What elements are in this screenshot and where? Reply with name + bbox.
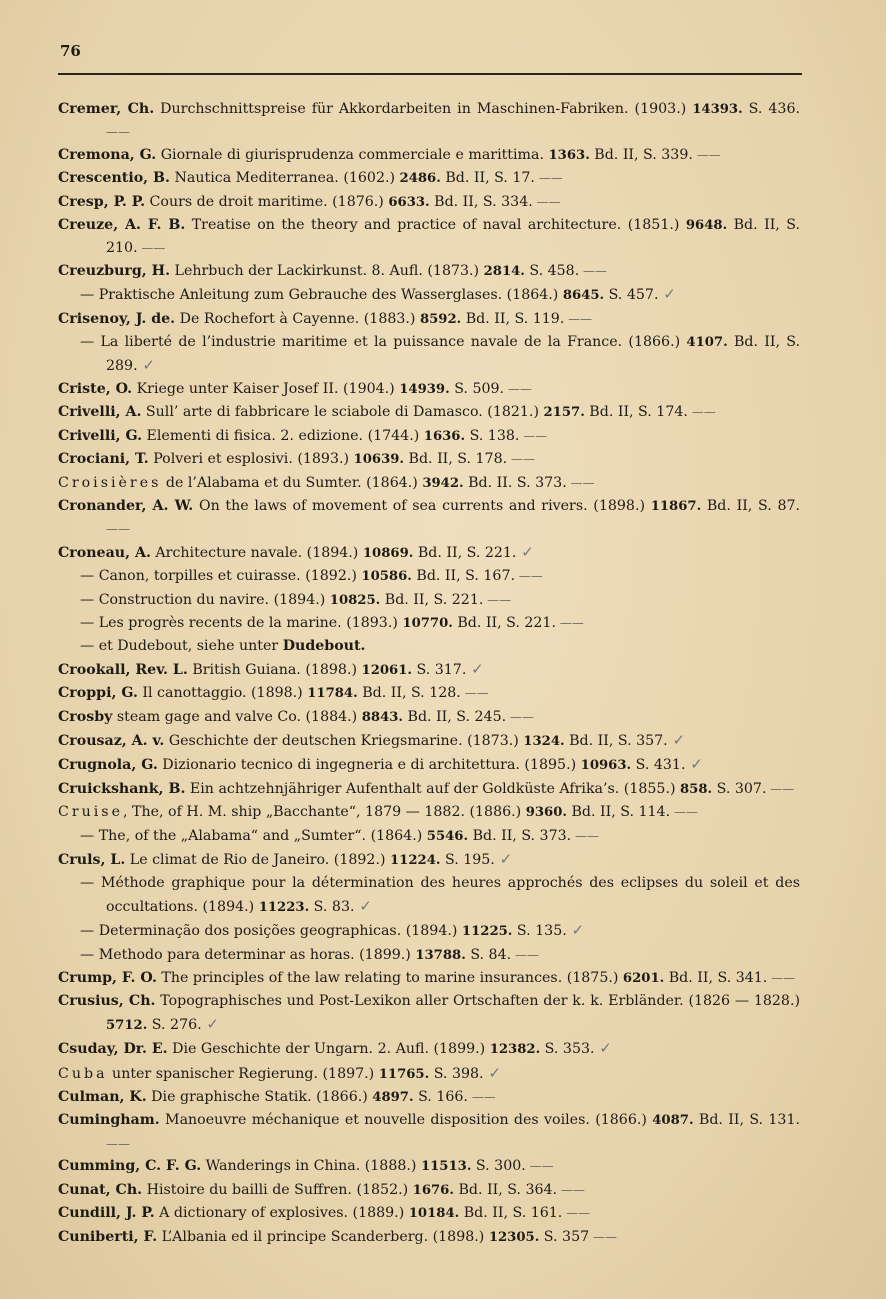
entry-title: Treatise on the theory and practice of naval architecture. (1851.) <box>185 217 686 234</box>
entry-location: S. 307. <box>712 780 767 797</box>
entry-author: Crugnola, G. <box>58 757 158 774</box>
entry-author: Cunat, Ch. <box>58 1181 143 1198</box>
entry-title: Nautica Mediterranea. (1602.) <box>169 170 400 187</box>
entry-number: 10825. <box>329 592 381 608</box>
check-mark-icon: ✓ <box>594 1039 612 1058</box>
entry-author: Crousaz, A. v. <box>58 732 165 749</box>
entry-location: Bd. II, S. 289. <box>106 334 800 375</box>
entry-number: 12382. <box>489 1042 541 1058</box>
entry-number: 6201. <box>622 971 665 987</box>
entry-number: 11513. <box>420 1159 472 1175</box>
dash-mark-icon: —— <box>506 709 534 724</box>
entry-author: Crisenoy, J. de. <box>58 310 176 327</box>
entry-location: Bd. II, S. 221. <box>380 591 484 608</box>
entry-location: S. 431. <box>631 757 686 774</box>
entry-title: Le climat de Rio de Janeiro. (1892.) <box>125 852 390 868</box>
catalog-subentry <box>58 589 800 612</box>
entry-number: 9360. <box>525 805 567 821</box>
check-mark-icon: ✓ <box>667 730 686 749</box>
entry-number: 1324. <box>523 733 565 749</box>
entry-title: — Canon, torpilles et cuirasse. (1892.) <box>80 568 362 585</box>
entry-location: Bd. II. S. 373. <box>463 474 567 491</box>
dash-mark-icon: —— <box>555 615 584 630</box>
entry-location: S. 357 <box>539 1228 590 1245</box>
entry-number: 11225. <box>461 924 513 940</box>
entry-title: L’Albania ed il principe Scanderberg. (1898.) <box>157 1228 489 1245</box>
entry-title: Sull’ arte di fabbricare le sciabole di Damasco. (1821.) <box>141 404 544 421</box>
entry-location: S. 195. <box>440 852 495 868</box>
entry-number: 4897. <box>372 1090 414 1106</box>
dash-mark-icon: —— <box>534 171 563 186</box>
entry-location: S. 509. <box>449 380 505 397</box>
entry-title: On the laws of movement of sea currents and rivers. (1898.) <box>193 497 651 514</box>
entry-title: — The, of the „Alabama“ and „Sumter“. (1864.) <box>80 827 427 844</box>
entry-number: 10963. <box>580 758 632 774</box>
catalog-entry <box>58 1226 800 1249</box>
catalog-entry <box>58 144 800 167</box>
dash-mark-icon: —— <box>562 1206 591 1221</box>
entry-location: Bd. II, S. 221. <box>413 544 517 561</box>
entry-location: S. 317. <box>412 661 467 678</box>
entry-location: Bd. II, S. 334. <box>429 193 533 210</box>
entry-location: Bd. II, S. 161. <box>459 1205 563 1222</box>
dash-mark-icon: —— <box>483 592 512 607</box>
catalog-entry <box>58 706 800 729</box>
entry-number: 12061. <box>361 662 412 678</box>
catalog-entry <box>58 425 800 448</box>
entry-author: Cremona, G. <box>58 146 157 163</box>
entry-title: — Praktische Anleitung zum Gebrauche des Wasserglases. (1864.) <box>80 287 563 304</box>
entry-title: — Méthode graphique pour la détermination des heures approchés des eclipses du soleil et des occultations. (1894.) <box>80 875 800 915</box>
entry-location: S. 138. <box>465 427 520 444</box>
entry-author: Cresp, P. P. <box>58 193 146 210</box>
entry-title-keyword: Cruise <box>58 804 123 821</box>
catalog-entry <box>58 98 800 144</box>
entry-location: Bd. II, S. 128. <box>357 685 461 702</box>
catalog-entry <box>58 308 800 331</box>
dash-mark-icon: —— <box>766 781 795 796</box>
entry-author: Crookall, Rev. L. <box>58 661 188 678</box>
entry-number: 11223. <box>258 899 310 915</box>
entry-number: 10184. <box>408 1206 460 1222</box>
entry-number: 13788. <box>415 947 466 963</box>
entry-number: 5546. <box>426 828 469 844</box>
entry-location: Bd. II, S. 87. <box>701 497 801 514</box>
dash-mark-icon: —— <box>106 522 130 537</box>
entry-title: Polveri et esplosivi. (1893.) <box>148 451 354 468</box>
entry-author: Criste, O. <box>58 380 133 397</box>
catalog-entry <box>58 1086 800 1109</box>
entry-location: Bd. II, S. 131. <box>693 1112 800 1129</box>
entry-number: 10770. <box>402 615 453 631</box>
entry-author: Crusius, Ch. <box>58 993 156 1010</box>
dash-mark-icon: —— <box>687 405 716 420</box>
catalog-entry <box>58 753 800 777</box>
entry-author: Crivelli, G. <box>58 427 143 444</box>
dash-mark-icon: —— <box>564 311 593 326</box>
dash-mark-icon: —— <box>519 428 548 443</box>
entry-number: 9648. <box>685 218 728 234</box>
entry-author: Creuzburg, H. <box>58 262 171 279</box>
entry-number: 1636. <box>423 428 466 444</box>
entry-author: Culman, K. <box>58 1089 147 1106</box>
catalog-subentry <box>58 635 800 657</box>
catalog-entry <box>58 682 800 705</box>
catalog-entries <box>58 98 800 1249</box>
entry-number: 4087. <box>652 1113 694 1129</box>
check-mark-icon: ✓ <box>137 356 155 375</box>
entry-title: — Les progrès recents de la marine. (1893.) <box>80 614 403 631</box>
catalog-entry <box>58 848 800 872</box>
dash-mark-icon: —— <box>106 125 130 140</box>
entry-title: — Determinação dos posições geographicas. (1894.) <box>80 923 462 940</box>
catalog-subentry <box>58 331 800 378</box>
entry-location: Bd. II, S. 364. <box>453 1181 558 1198</box>
entry-author: Cundill, J. P. <box>58 1205 155 1222</box>
page-number: 76 <box>60 42 81 60</box>
entry-number: 8645. <box>562 288 605 304</box>
catalog-entry <box>58 191 800 214</box>
catalog-entry <box>58 1202 800 1225</box>
check-mark-icon: ✓ <box>516 542 534 561</box>
dash-mark-icon: —— <box>514 569 543 584</box>
dash-mark-icon: —— <box>692 147 721 162</box>
entry-number: 5712. <box>106 1017 148 1033</box>
entry-number: 11867. <box>650 498 702 514</box>
check-mark-icon: ✓ <box>685 755 703 774</box>
catalog-entry <box>58 1037 800 1061</box>
catalog-entry <box>58 472 800 495</box>
entry-location: Bd. II, S. 174. <box>584 404 688 421</box>
dash-mark-icon: —— <box>511 947 539 962</box>
entry-number: 6633. <box>388 194 430 210</box>
dash-mark-icon: —— <box>460 686 489 701</box>
dash-mark-icon: —— <box>767 971 796 986</box>
entry-title: , The, of H. M. ship „Bacchante“, 1879 — 1882. (1886.) <box>123 804 526 821</box>
catalog-entry <box>58 541 800 565</box>
entry-number: 14939. <box>399 381 450 397</box>
check-mark-icon: ✓ <box>566 921 585 940</box>
dash-mark-icon: —— <box>532 194 561 209</box>
entry-location: Bd. II, S. 373. <box>468 827 572 844</box>
dash-mark-icon: —— <box>589 1229 617 1244</box>
entry-number: 1676. <box>412 1182 454 1198</box>
entry-location: Bd. II, S. 339. <box>589 146 693 163</box>
dash-mark-icon: —— <box>557 1182 585 1197</box>
catalog-entry <box>58 448 800 471</box>
catalog-subentry <box>58 944 800 967</box>
entry-location: Bd. II, S. 178. <box>404 451 508 468</box>
check-mark-icon: ✓ <box>483 1063 501 1082</box>
entry-location: S. 457. <box>604 287 659 304</box>
entry-number: 8843. <box>361 709 404 725</box>
entry-location: S. 353. <box>540 1041 595 1058</box>
entry-title: Architecture navale. (1894.) <box>150 544 363 561</box>
entry-location: S. 436. <box>742 101 800 117</box>
entry-title: De Rochefort à Cayenne. (1883.) <box>175 310 420 327</box>
entry-author: Cuniberti, F. <box>58 1228 158 1245</box>
catalog-entry <box>58 214 800 260</box>
catalog-entry <box>58 495 800 541</box>
catalog-entry <box>58 401 800 424</box>
entry-author: Creuze, A. F. B. <box>58 217 186 234</box>
catalog-subentry <box>58 825 800 848</box>
entry-number: 10586. <box>361 569 412 585</box>
entry-location: S. 166. <box>413 1089 468 1106</box>
entry-location: Bd. II, S. 210. <box>106 217 800 257</box>
dash-mark-icon: —— <box>504 381 532 396</box>
entry-author: Cruls, L. <box>58 852 126 868</box>
entry-author: Crociani, T. <box>58 451 149 468</box>
check-mark-icon: ✓ <box>201 1014 219 1033</box>
catalog-entry <box>58 378 800 401</box>
entry-title: Topographisches und Post-Lexikon aller Ortschaften der k. k. Erbländer. (1826 — 1828.) <box>155 993 800 1010</box>
catalog-subentry <box>58 872 800 919</box>
entry-author: Csuday, Dr. E. <box>58 1041 168 1058</box>
entry-author: Cumingham. <box>58 1112 160 1129</box>
catalog-subentry <box>58 919 800 943</box>
entry-number: 11224. <box>390 853 441 868</box>
dash-mark-icon: —— <box>525 1159 554 1174</box>
entry-title: Dizionario tecnico di ingegneria e di architettura. (1895.) <box>157 757 581 774</box>
entry-location: S. 458. <box>524 262 580 279</box>
entry-number: 4107. <box>686 335 728 351</box>
entry-title: unter spanischer Regierung. (1897.) <box>107 1065 379 1082</box>
entry-author: Crump, F. O. <box>58 970 157 987</box>
entry-location: Bd. II, S. 17. <box>440 170 535 187</box>
entry-title: — Methodo para determinar as horas. (1899.) <box>80 946 416 963</box>
entry-location: S. 84. <box>465 946 512 963</box>
dash-mark-icon: —— <box>507 452 535 467</box>
entry-number: 1363. <box>548 147 590 163</box>
entry-title: Cours de droit maritime. (1876.) <box>145 193 389 210</box>
entry-title: Giornale di giurisprudenza commerciale e marittima. <box>156 146 549 163</box>
entry-author: Croneau, A. <box>58 544 151 561</box>
entry-title: The principles of the law relating to marine insurances. (1875.) <box>156 970 623 987</box>
entry-title: British Guiana. (1898.) <box>187 661 362 678</box>
catalog-entry <box>58 1109 800 1155</box>
dash-mark-icon: —— <box>571 828 599 843</box>
entry-number: 14393. <box>692 102 743 117</box>
entry-location: Bd. II, S. 167. <box>411 568 515 585</box>
entry-location: S. 398. <box>429 1065 484 1082</box>
entry-location: S. 83. <box>309 898 355 915</box>
entry-title: Geschichte der deutschen Kriegsmarine. (1873.) <box>164 732 524 749</box>
entry-author: Cremer, Ch. <box>58 101 155 117</box>
check-mark-icon: ✓ <box>354 896 372 915</box>
entry-title: A dictionary of explosives. (1889.) <box>154 1205 409 1222</box>
entry-author: Cronander, A. W. <box>58 497 194 514</box>
catalog-entry <box>58 658 800 682</box>
entry-author: Croppi, G. <box>58 685 138 702</box>
entry-title: Durchschnittspreise für Akkordarbeiten in Maschinen-Fabriken. (1903.) <box>154 101 693 117</box>
dash-mark-icon: —— <box>670 805 698 820</box>
entry-author: Crescentio, B. <box>58 170 170 187</box>
entry-number: 3942. <box>422 475 464 491</box>
check-mark-icon: ✓ <box>466 659 484 678</box>
entry-title: Ein achtzehnjähriger Aufenthalt auf der Goldküste Afrika’s. (1855.) <box>185 780 680 797</box>
entry-number: 858. <box>680 781 713 797</box>
entry-number: 10639. <box>353 452 405 468</box>
entry-location: S. 135. <box>512 923 567 940</box>
entry-title: — La liberté de l’industrie maritime et la puissance navale de la France. (1866.) <box>80 334 687 351</box>
entry-location: Bd. II, S. 114. <box>567 804 671 821</box>
entry-title: Lehrbuch der Lackirkunst. 8. Aufl. (1873.) <box>170 262 484 279</box>
entry-location: Bd. II, S. 221. <box>452 614 556 631</box>
entry-number: 11765. <box>378 1066 430 1082</box>
dash-mark-icon: —— <box>467 1090 496 1105</box>
entry-title: Die graphische Statik. (1866.) <box>146 1089 373 1106</box>
entry-location: S. 300. <box>471 1158 526 1175</box>
entry-location: Bd. II, S. 119. <box>461 310 565 327</box>
catalog-subentry <box>58 612 800 635</box>
dash-mark-icon: —— <box>137 241 166 256</box>
entry-reference: Dudebout. <box>282 638 366 655</box>
entry-location: S. 276. <box>147 1016 202 1033</box>
dash-mark-icon: —— <box>106 1136 130 1151</box>
catalog-entry <box>58 1155 800 1178</box>
check-mark-icon: ✓ <box>494 850 513 868</box>
entry-number: 2814. <box>483 263 525 279</box>
entry-title: Manoeuvre méchanique et nouvelle disposition des voiles. (1866.) <box>159 1112 653 1129</box>
catalog-subentry <box>58 283 800 307</box>
entry-author: Crosby <box>58 708 113 725</box>
catalog-entry <box>58 260 800 283</box>
catalog-entry <box>58 729 800 753</box>
entry-title: Elementi di fisica. 2. edizione. (1744.) <box>142 427 424 444</box>
entry-location: Bd. II, S. 245. <box>403 708 507 725</box>
catalog-entry <box>58 967 800 990</box>
entry-title: Wanderings in China. (1888.) <box>201 1158 421 1175</box>
entry-number: 2157. <box>543 405 585 421</box>
entry-title: Die Geschichte der Ungarn. 2. Aufl. (1899.) <box>167 1041 490 1058</box>
entry-title: Il canottaggio. (1898.) <box>137 685 308 702</box>
entry-author: Cumming, C. F. G. <box>58 1158 202 1175</box>
catalog-subentry <box>58 565 800 588</box>
catalog-entry <box>58 1179 800 1202</box>
dash-mark-icon: —— <box>579 263 608 278</box>
catalog-entry <box>58 167 800 190</box>
entry-title: de l’Alabama et du Sumter. (1864.) <box>161 474 423 491</box>
entry-location: Bd. II, S. 357. <box>564 732 668 749</box>
entry-title: Kriege unter Kaiser Josef II. (1904.) <box>132 380 400 397</box>
check-mark-icon: ✓ <box>658 285 676 304</box>
entry-number: 11784. <box>307 686 358 702</box>
catalog-entry <box>58 801 800 824</box>
entry-title: — Construction du navire. (1894.) <box>80 591 330 608</box>
entry-number: 12305. <box>488 1229 540 1245</box>
entry-number: 10869. <box>362 545 414 561</box>
entry-number: 8592. <box>419 311 462 327</box>
entry-location: Bd. II, S. 341. <box>664 970 768 987</box>
catalog-entry <box>58 778 800 801</box>
entry-title: steam gage and valve Co. (1884.) <box>112 708 362 725</box>
entry-title: Histoire du bailli de Suffren. (1852.) <box>142 1181 413 1198</box>
entry-number: 2486. <box>399 171 441 187</box>
entry-title: — et Dudebout, siehe unter <box>80 638 283 655</box>
entry-title-keyword: Cuba <box>58 1065 108 1082</box>
entry-title-keyword: Croisières <box>58 474 162 491</box>
entry-author: Cruickshank, B. <box>58 780 186 797</box>
entry-author: Crivelli, A. <box>58 404 142 421</box>
catalog-entry <box>58 1062 800 1086</box>
header-rule <box>58 73 802 75</box>
catalog-entry <box>58 990 800 1037</box>
dash-mark-icon: —— <box>566 475 595 490</box>
